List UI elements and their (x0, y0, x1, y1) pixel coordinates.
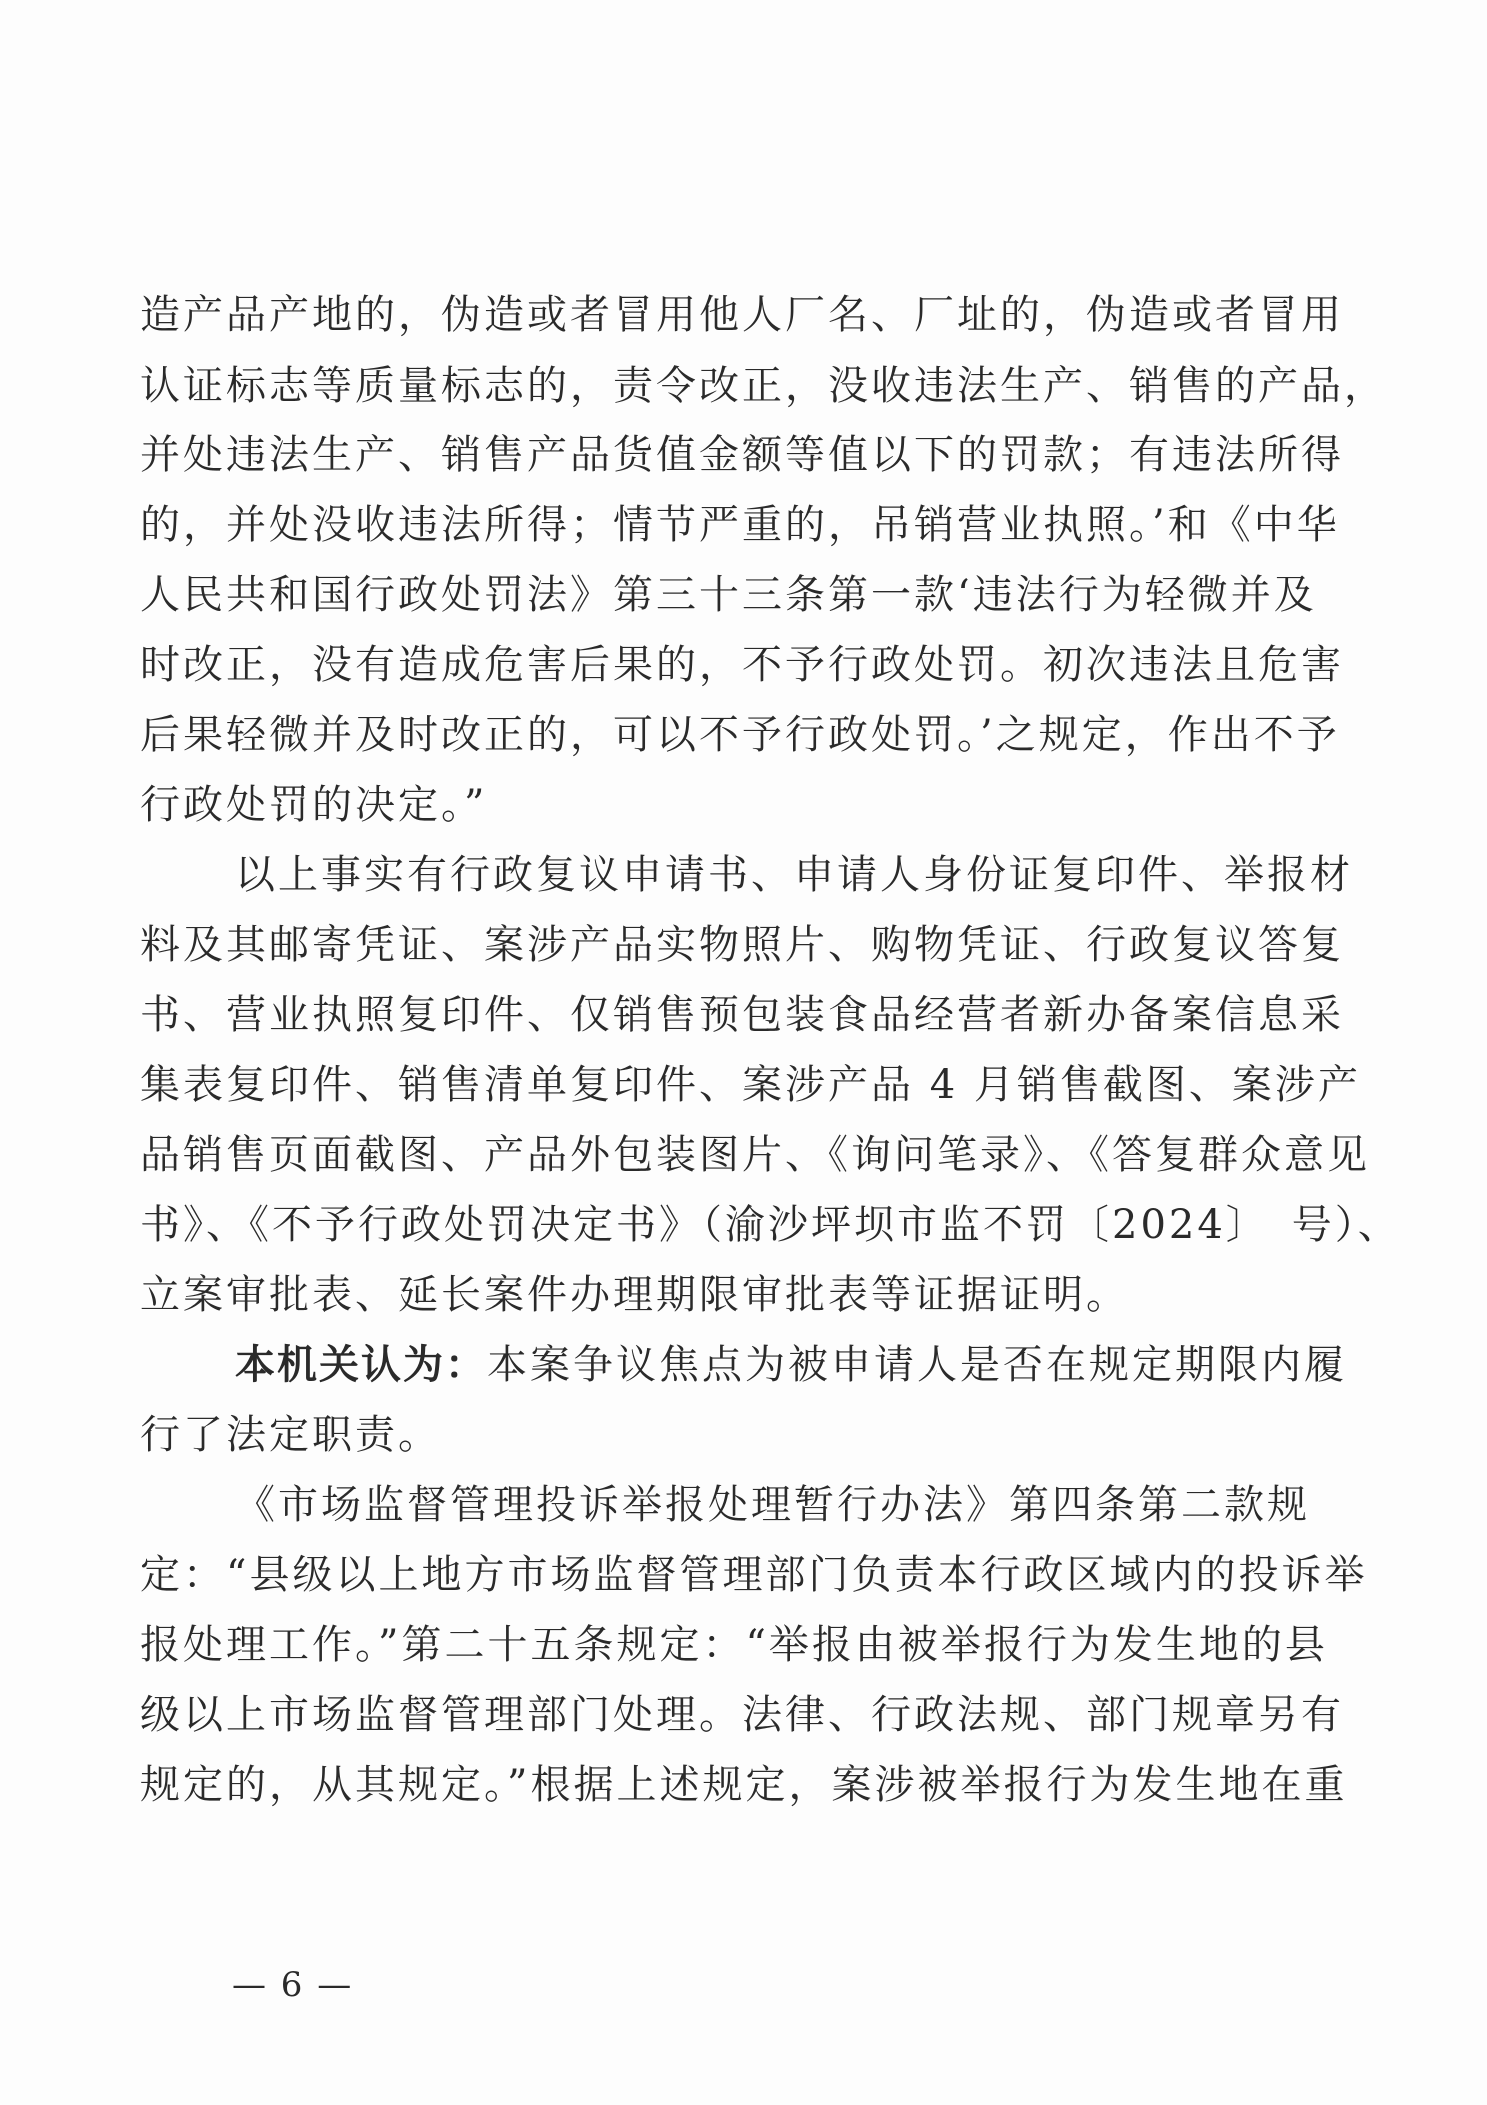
text-line-19: 定：“县级以上地方市场监督管理部门负责本行政区域内的投诉举 (140, 1552, 1368, 1598)
text-line-5: 人民共和国行政处罚法》第三十三条第一款‘违法行为轻微并及 (140, 572, 1317, 618)
page-number: — 6 — (232, 1965, 354, 2005)
conclusion-label: 本机关认为： (235, 1342, 487, 1388)
text-line-4: 的，并处没收违法所得；情节严重的，吊销营业执照。’和《中华 (140, 502, 1340, 548)
text-line-2: 认证标志等质量标志的，责令改正，没收违法生产、销售的产品， (140, 363, 1387, 409)
text-line-13: 品销售页面截图、产品外包装图片、《询问笔录》、《答复群众意见 (140, 1132, 1370, 1178)
text-line-17: 行了法定职责。 (140, 1412, 441, 1458)
text-line-20: 报处理工作。”第二十五条规定：“举报由被举报行为发生地的县 (140, 1622, 1328, 1668)
text-line-22: 规定的，从其规定。”根据上述规定，案涉被举报行为发生地在重 (140, 1762, 1348, 1808)
text-line-7: 后果轻微并及时改正的，可以不予行政处罚。’之规定，作出不予 (140, 712, 1340, 758)
paragraph-regulation-start: 《市场监督管理投诉举报处理暂行办法》第四条第二款规 (235, 1482, 1310, 1528)
paragraph-conclusion-start (235, 1337, 1347, 1393)
text-line-8: 行政处罚的决定。” (140, 782, 488, 828)
text-line-6: 时改正，没有造成危害后果的，不予行政处罚。初次违法且危害 (140, 642, 1344, 688)
text-line-12: 集表复印件、销售清单复印件、案涉产品 4 月销售截图、案涉产 (140, 1062, 1361, 1108)
text-line-3: 并处违法生产、销售产品货值金额等值以下的罚款；有违法所得 (140, 432, 1344, 478)
text-line-11: 书、营业执照复印件、仅销售预包装食品经营者新办备案信息采 (140, 992, 1344, 1038)
paragraph-evidence-start: 以上事实有行政复议申请书、申请人身份证复印件、举报材 (235, 852, 1353, 898)
text-line-10: 料及其邮寄凭证、案涉产品实物照片、购物凭证、行政复议答复 (140, 922, 1344, 968)
text-line-15: 立案审批表、延长案件办理期限审批表等证据证明。 (140, 1272, 1129, 1318)
conclusion-text: 本案争议焦点为被申请人是否在规定期限内履 (487, 1342, 1347, 1388)
text-line-14: 书》、《不予行政处罚决定书》（渝沙坪坝市监不罚〔2024〕 号）、 (140, 1202, 1401, 1248)
text-line-21: 级以上市场监督管理部门处理。法律、行政法规、部门规章另有 (140, 1692, 1344, 1738)
text-line-1: 造产品产地的，伪造或者冒用他人厂名、厂址的，伪造或者冒用 (140, 292, 1344, 338)
